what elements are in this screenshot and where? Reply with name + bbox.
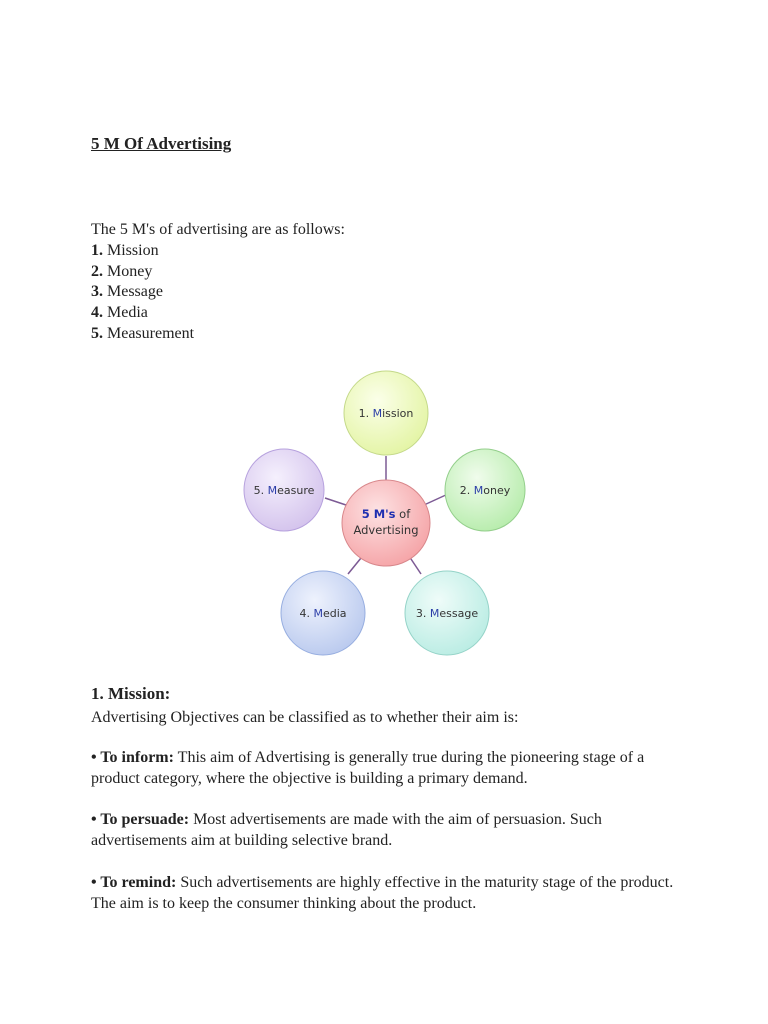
intro-block [91, 220, 345, 345]
diagram-node-media [281, 571, 365, 655]
point-text: Such advertisements are highly effective in the maturity stage of the product. The aim is to keep the consumer thinking about the product. [91, 874, 674, 912]
list-label: Message [107, 283, 163, 301]
diagram-node-mission [344, 371, 428, 455]
point-label: • To persuade: [91, 811, 190, 828]
five-ms-diagram [236, 362, 536, 668]
mission-point-inform [91, 748, 691, 790]
mission-point-persuade [91, 810, 691, 852]
connector-line [424, 494, 448, 505]
diagram-node-money [445, 449, 525, 531]
list-item [91, 303, 345, 324]
list-number: 1. [91, 241, 103, 259]
diagram-node-message [405, 571, 489, 655]
connector-line [325, 498, 346, 505]
mission-lead: Advertising Objectives can be classified as to whether their aim is: [91, 709, 519, 726]
intro-lead: The 5 M's of advertising are as follows: [91, 221, 345, 238]
list-label: Media [107, 304, 148, 322]
diagram-node-measure [244, 449, 324, 531]
list-number: 3. [91, 283, 103, 301]
section-heading-mission: 1. Mission: [91, 684, 171, 703]
diagram-center-node [342, 480, 430, 566]
list-number: 5. [91, 324, 103, 342]
point-label: • To remind: [91, 874, 177, 891]
node-label: 3. Message [415, 607, 479, 620]
node-label: 4. Media [299, 607, 347, 620]
document-title: 5 M Of Advertising [91, 134, 232, 153]
center-label-line1: 5 M's of [361, 507, 411, 521]
node-label: 5. Measure [253, 484, 315, 497]
node-label: 1. Mission [358, 407, 414, 420]
list-label: Measurement [107, 324, 195, 342]
list-item [91, 282, 345, 303]
list-number: 2. [91, 262, 103, 280]
point-label: • To inform: [91, 749, 174, 766]
node-label: 2. Money [459, 484, 511, 497]
list-label: Money [107, 262, 153, 280]
list-item [91, 324, 345, 345]
list-item [91, 241, 345, 262]
point-text: This aim of Advertising is generally true during the pioneering stage of a product category, where the objective is building a primary demand. [91, 749, 645, 787]
mission-point-remind [91, 873, 691, 915]
list-item [91, 262, 345, 283]
list-label: Mission [107, 241, 159, 259]
connector-line [348, 558, 361, 574]
list-number: 4. [91, 304, 103, 322]
center-label-line2: Advertising [353, 523, 419, 537]
point-text: Most advertisements are made with the aim of persuasion. Such advertisements aim at building selective brand. [91, 811, 602, 849]
